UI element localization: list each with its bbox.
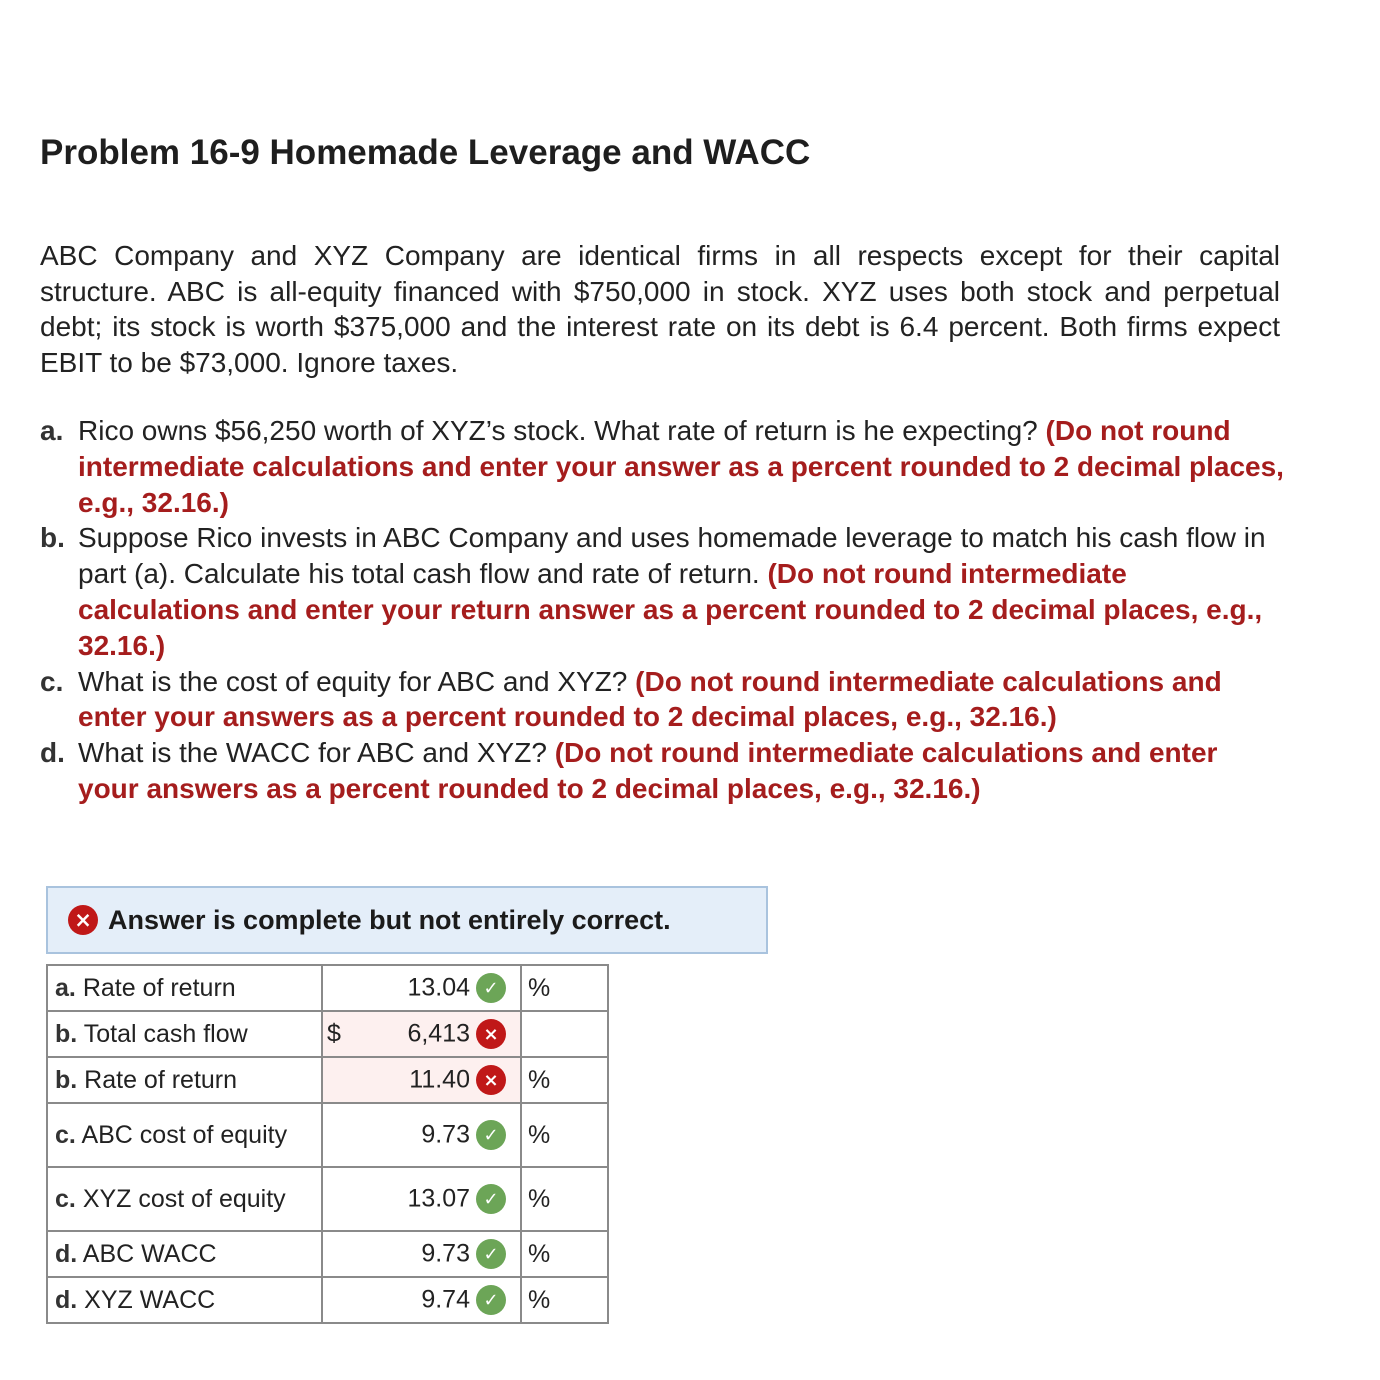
correct-check-icon: ✓ [476, 1285, 506, 1315]
answer-row-c-abc [47, 1103, 608, 1167]
correct-check-icon: ✓ [476, 1184, 506, 1214]
answer-label: d. XYZ WACC [47, 1277, 322, 1323]
answer-value: 9.74 [421, 1285, 470, 1314]
answer-row-d-abc [47, 1231, 608, 1277]
question-a: a. Rico owns $56,250 worth of XYZ’s stock. What rate of return is he expecting? (Do not round intermediate calculations and enter your answer as a percent rounded to 2 decimal places, e.g., 32.16.) [40, 415, 1284, 518]
answer-label: a. Rate of return [47, 965, 322, 1011]
unit-label [521, 1011, 608, 1057]
question-instruction: (Do not round intermediate calculations and enter your answers as a percent rounded to 2 decimal places, e.g., 32.16.) [78, 665, 1222, 733]
answer-table [46, 964, 609, 1324]
answer-value: 13.04 [407, 973, 470, 1002]
question-text: What is the cost of equity for ABC and XYZ? [78, 665, 628, 697]
answer-input[interactable] [322, 1011, 521, 1057]
answer-label: c. ABC cost of equity [47, 1103, 322, 1167]
correct-check-icon: ✓ [476, 973, 506, 1003]
question-text: Rico owns $56,250 worth of XYZ’s stock. What rate of return is he expecting? [78, 415, 1038, 446]
question-b: b. Suppose Rico invests in ABC Company and uses homemade leverage to match his cash flow in part (a). Calculate his total cash flow and rate of return. (Do not round intermediate calculations and enter your return answer as a percent rounded to 2 decimal places, e.g., 32.16.) [40, 522, 1266, 661]
answer-input[interactable] [322, 1231, 521, 1277]
correct-check-icon: ✓ [476, 1120, 506, 1150]
question-instruction: (Do not round intermediate calculations and enter your answers as a percent rounded to 2 decimal places, e.g., 32.16.) [78, 737, 1218, 804]
answer-label: c. XYZ cost of equity [47, 1167, 322, 1231]
answer-input[interactable] [322, 1167, 521, 1231]
answer-label: d. ABC WACC [47, 1231, 322, 1277]
answer-value: 11.40 [409, 1065, 470, 1094]
error-icon: × [68, 905, 98, 935]
answer-value: 9.73 [421, 1120, 470, 1149]
unit-label: % [521, 1167, 608, 1231]
problem-intro: ABC Company and XYZ Company are identical firms in all respects except for their capital structure. ABC is all-equity financed with $750,000 in stock. XYZ uses both stock and perpetual debt; its stock is worth $375,000 and the interest rate on its debt is 6.4 percent. Both firms expect EBIT to be $73,000. Ignore taxes. [40, 240, 1280, 378]
question-text: Suppose Rico invests in ABC Company and uses homemade leverage to match his cash flow in part (a). Calculate his total cash flow and rate of return. [78, 522, 1266, 590]
feedback-text: Answer is complete but not entirely correct. [108, 904, 671, 935]
problem-title: Problem 16-9 Homemade Leverage and WACC [40, 133, 811, 172]
answer-row-c-xyz [47, 1167, 608, 1231]
incorrect-x-icon: × [476, 1019, 506, 1049]
answer-input[interactable] [322, 965, 521, 1011]
answer-input[interactable] [322, 1057, 521, 1103]
feedback-banner [46, 886, 768, 954]
question-d: d. What is the WACC for ABC and XYZ? (Do not round intermediate calculations and enter your answers as a percent rounded to 2 decimal places, e.g., 32.16.) [40, 737, 1218, 804]
currency-symbol: $ [327, 1019, 341, 1048]
answer-row-d-xyz [47, 1277, 608, 1323]
answer-row-b-rate [47, 1057, 608, 1103]
unit-label: % [521, 1103, 608, 1167]
answer-row-b-cashflow [47, 1011, 608, 1057]
unit-label: % [521, 965, 608, 1011]
correct-check-icon: ✓ [476, 1239, 506, 1269]
question-text: What is the WACC for ABC and XYZ? [78, 737, 547, 769]
answer-input[interactable] [322, 1103, 521, 1167]
unit-label: % [521, 1057, 608, 1103]
question-instruction: (Do not round intermediate calculations and enter your answer as a percent rounded to 2 decimal places, e.g., 32.16.) [78, 415, 1284, 518]
unit-label: % [521, 1277, 608, 1323]
answer-value: 6,413 [407, 1019, 470, 1048]
question-instruction: (Do not round intermediate calculations and enter your return answer as a percent rounded to 2 decimal places, e.g., 32.16.) [78, 558, 1263, 661]
question-c: c. What is the cost of equity for ABC and XYZ? (Do not round intermediate calculations and enter your answers as a percent rounded to 2 decimal places, e.g., 32.16.) [40, 665, 1222, 733]
answer-value: 9.73 [421, 1239, 470, 1268]
answer-value: 13.07 [407, 1184, 470, 1213]
answer-label: b. Rate of return [47, 1057, 322, 1103]
question-list [40, 413, 1285, 807]
answer-label: b. Total cash flow [47, 1011, 322, 1057]
incorrect-x-icon: × [476, 1065, 506, 1095]
answer-input[interactable] [322, 1277, 521, 1323]
answer-row-a-rate [47, 965, 608, 1011]
unit-label: % [521, 1231, 608, 1277]
